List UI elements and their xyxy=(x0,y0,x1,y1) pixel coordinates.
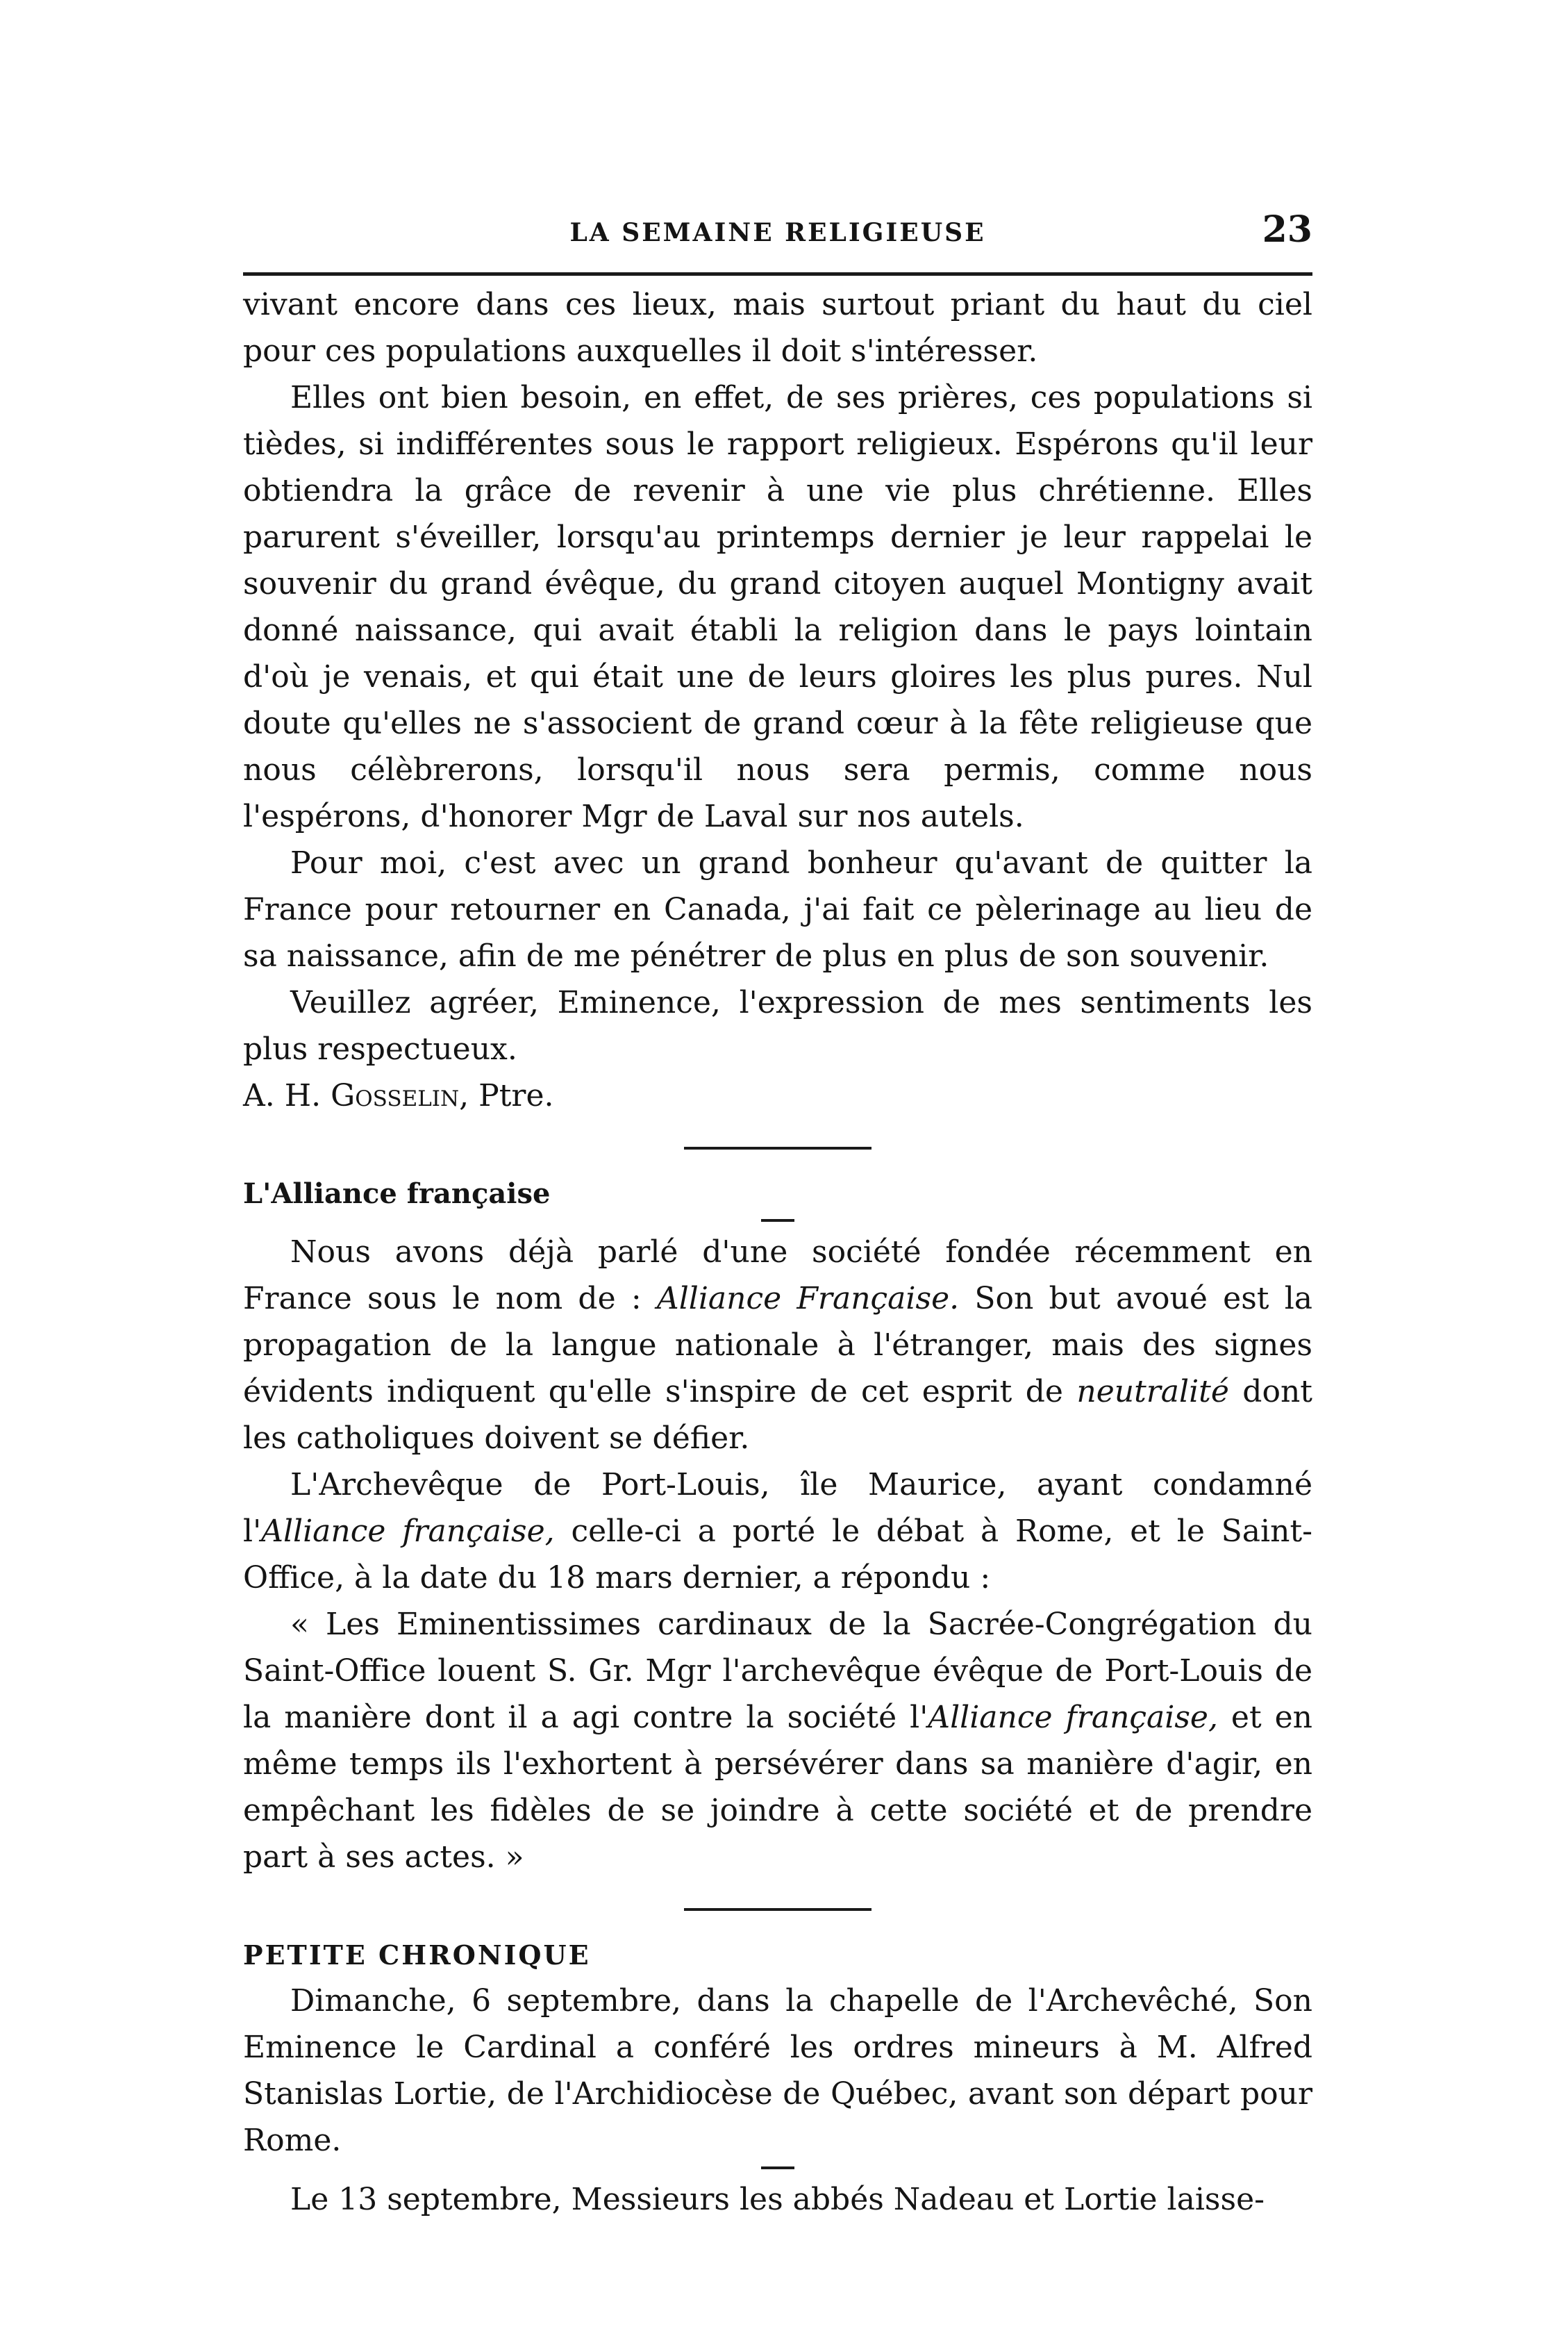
alliance-p1-text-b: Son but avoué est la propagation de la langue nationale à l'étranger, mais des signes évidents indiquent qu'elle s'inspire de cet esprit de xyxy=(243,1281,1312,1409)
signature-title: , Ptre. xyxy=(459,1078,554,1113)
alliance-paragraph-2 xyxy=(243,1461,1312,1601)
section-separator xyxy=(684,1147,871,1150)
page-number: 23 xyxy=(1262,208,1312,251)
header-rule xyxy=(243,272,1312,276)
letter-paragraph-3: Pour moi, c'est avec un grand bonheur qu'avant de quitter la France pour retourner en Canada, j'ai fait ce pèlerinage au lieu de sa naissance, afin de me pénétrer de plus en plus de son souvenir. xyxy=(243,845,1312,974)
alliance-p1-text-a: Nous avons déjà parlé d'une société fondée récemment en France sous le nom de : xyxy=(243,1234,1312,1316)
page-body xyxy=(243,281,1312,2223)
chronique-title: PETITE CHRONIQUE xyxy=(243,1939,591,1971)
signature-name: Gosselin xyxy=(331,1078,460,1113)
item-dash xyxy=(761,2166,794,2169)
letter-paragraph-1: vivant encore dans ces lieux, mais surtout priant du haut du ciel pour ces populations auxquelles il doit s'intéresser. xyxy=(243,287,1312,369)
alliance-quote xyxy=(243,1601,1312,1880)
alliance-p3-text-a: « Les Eminentissimes cardinaux de la Sacrée-Congrégation du Saint-Office louent S. Gr. Mgr l'archevêque évêque de Port-Louis de la manière dont il a agi contre la société l' xyxy=(243,1607,1312,1735)
chronique-paragraph-1: Dimanche, 6 septembre, dans la chapelle de l'Archevêché, Son Eminence le Cardinal a conféré les ordres mineurs à M. Alfred Stanislas Lortie, de l'Archidiocèse de Québec, avant son départ pour Rome. xyxy=(243,1983,1312,2158)
alliance-p2-italic: Alliance française, xyxy=(261,1514,555,1549)
alliance-p2-text-a: L'Archevêque de Port-Louis, île Maurice, ayant condamné l' xyxy=(243,1467,1312,1549)
title-dash xyxy=(761,1219,794,1222)
alliance-paragraph-1 xyxy=(243,1229,1312,1461)
section-separator xyxy=(684,1908,871,1911)
alliance-p3-text-b: et en même temps ils l'exhortent à persévérer dans sa manière d'agir, en empêchant les fidèles de se joindre à cette société et de prendre part à ses actes. » xyxy=(243,1700,1312,1875)
running-title: LA SEMAINE RELIGIEUSE xyxy=(569,218,986,247)
alliance-p2-text-b: celle-ci a porté le débat à Rome, et le Saint-Office, à la date du 18 mars dernier, a répondu : xyxy=(243,1514,1312,1596)
signature-initials: A. H. xyxy=(243,1078,331,1113)
alliance-title: L'Alliance française xyxy=(243,1177,551,1210)
chronique-paragraph-2: Le 13 septembre, Messieurs les abbés Nadeau et Lortie laisse- xyxy=(290,2182,1265,2217)
alliance-p1-text-c: dont les catholiques doivent se défier. xyxy=(243,1374,1312,1456)
letter-signature xyxy=(243,1072,1312,1119)
alliance-p3-italic: Alliance française, xyxy=(928,1700,1218,1735)
letter-paragraph-2: Elles ont bien besoin, en effet, de ses prières, ces populations si tièdes, si indifférentes sous le rapport religieux. Espérons qu'il leur obtiendra la grâce de revenir à une vie plus chrétienne. Elles parurent s'éveiller, lorsqu'au printemps dernier je leur rappelai le souvenir du grand évêque, du grand citoyen auquel Montigny avait donné naissance, qui avait établi la religion dans le pays lointain d'où je venais, et qui était une de leurs gloires les plus pures. Nul doute qu'elles ne s'associent de grand cœur à la fête religieuse que nous célèbrerons, lorsqu'il nous sera permis, comme nous l'espérons, d'honorer Mgr de Laval sur nos autels. xyxy=(243,380,1312,834)
alliance-p1-italic-1: Alliance Française. xyxy=(656,1281,960,1316)
alliance-p1-italic-2: neutralité xyxy=(1076,1374,1229,1409)
page-header xyxy=(243,208,1312,264)
letter-paragraph-4: Veuillez agréer, Eminence, l'expression de mes sentiments les plus respectueux. xyxy=(243,985,1312,1067)
